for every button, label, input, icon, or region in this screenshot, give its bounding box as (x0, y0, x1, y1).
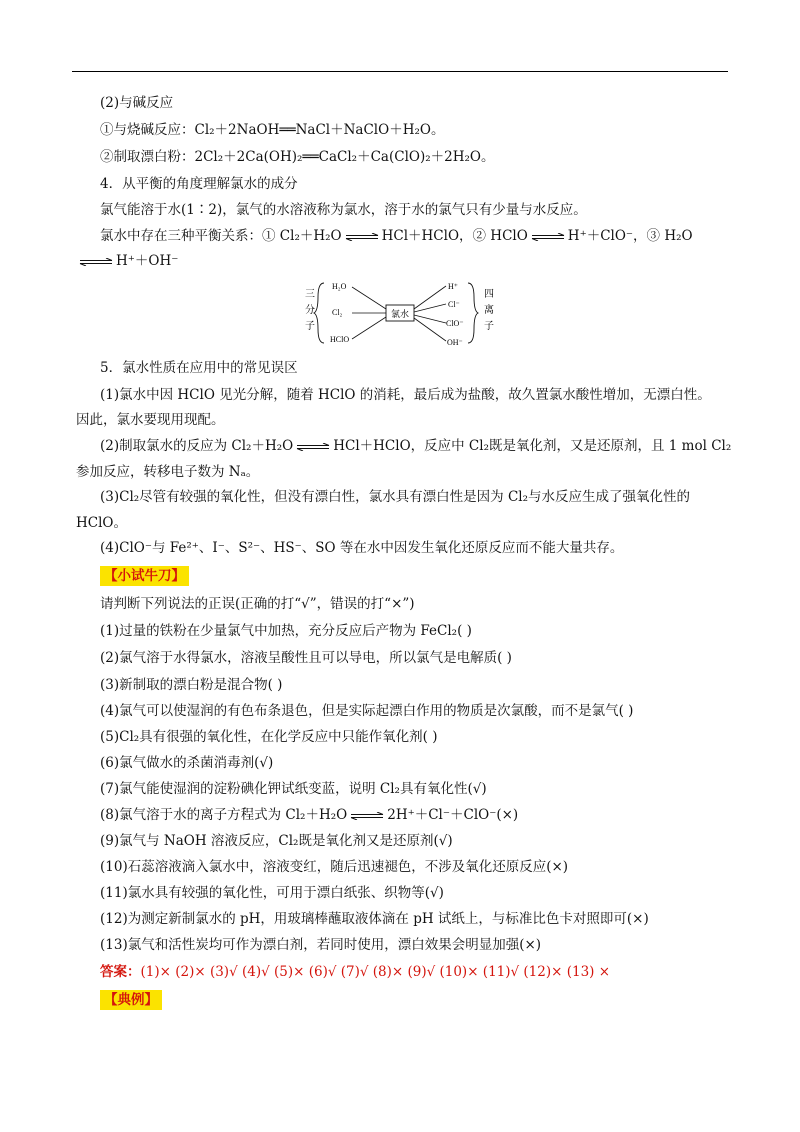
equilibrium-arrow-icon (345, 233, 379, 241)
text-line: 参加反应，转移电子数为 Nₐ。 (76, 464, 260, 480)
text-line: ①与烧碱反应：Cl₂＋2NaOH══NaCl＋NaClO＋H₂O。 (100, 122, 445, 138)
quiz-item: (11)氯水具有较强的氧化性，可用于漂白纸张、织物等(√) (100, 885, 444, 901)
text-segment: H⁺＋OH⁻ (116, 253, 179, 269)
section-heading: 5．氯水性质在应用中的常见误区 (100, 360, 298, 376)
quiz-intro: 请判断下列说法的正误(正确的打“√”，错误的打“×”) (100, 596, 415, 612)
quiz-item: (12)为测定新制氯水的 pH，用玻璃棒蘸取液体滴在 pH 试纸上，与标准比色卡对照即可(×) (100, 911, 649, 927)
quiz-item: (10)石蕊溶液滴入氯水中，溶液变红，随后迅速褪色，不涉及氧化还原反应(×) (100, 859, 569, 875)
ion-label: OH⁻ (447, 338, 463, 347)
ion-label: ClO⁻ (446, 319, 464, 328)
quiz-item: (1)过量的铁粉在少量氯气中加热，充分反应后产物为 FeCl₂( ) (100, 623, 472, 639)
text-segment: H⁺＋ClO⁻，③ H₂O (567, 228, 693, 244)
molecule-label: Cl₂ (332, 308, 343, 317)
diagram-right-label: 离 (484, 305, 494, 316)
equilibrium-arrow-icon (296, 443, 330, 451)
section-heading: 4．从平衡的角度理解氯水的成分 (100, 176, 298, 192)
quiz-item: (6)氯气做水的杀菌消毒剂(√) (100, 755, 274, 771)
text-line: (1)氯水中因 HClO 见光分解，随着 HClO 的消耗，最后成为盐酸，故久置氯水酸性增加，无漂白性。 (100, 387, 711, 403)
text-line: HClO。 (76, 515, 127, 531)
text-line (100, 436, 731, 456)
diagram-right-label: 子 (484, 321, 494, 332)
diagram-left-label: 三 (305, 289, 315, 300)
text-line: (4)ClO⁻与 Fe²⁺、I⁻、S²⁻、HS⁻、SO 等在水中因发生氧化还原反应而不能大量共存。 (100, 540, 624, 556)
quiz-item: (9)氯气与 NaOH 溶液反应，Cl₂既是氧化剂又是还原剂(√) (100, 833, 453, 849)
quiz-tag: 【小试牛刀】 (100, 566, 189, 586)
diagram-right-label: 四 (484, 289, 494, 300)
left-brace (314, 283, 324, 343)
diagram-left-label: 子 (305, 321, 315, 332)
chlorine-water-composition-diagram (300, 277, 500, 349)
text-line: ②制取漂白粉：2Cl₂＋2Ca(OH)₂══CaCl₂＋Ca(ClO)₂＋2H₂O。 (100, 149, 495, 165)
connector (352, 317, 386, 339)
center-label: 氯水 (390, 309, 410, 319)
text-line: (2)与碱反应 (100, 95, 174, 111)
text-line: 因此，氯水要现用现配。 (76, 412, 225, 428)
quiz-item: (2)氯气溶于水得氯水，溶液呈酸性且可以导电，所以氯气是电解质( ) (100, 650, 512, 666)
quiz-item: (13)氯气和活性炭均可作为漂白剂，若同时使用，漂白效果会明显加强(×) (100, 937, 542, 953)
equilibrium-arrow-icon (531, 233, 565, 241)
example-tag: 【典例】 (100, 990, 162, 1010)
quiz-item: (4)氯气可以使湿润的有色布条退色，但是实际起漂白作用的物质是次氯酸，而不是氯气( ) (100, 703, 634, 719)
answer-text: (1)× (2)× (3)√ (4)√ (5)× (6)√ (7)√ (8)× (9)√ (10)× (11)√ (12)× (13) × (140, 964, 611, 980)
equilibrium-line (100, 226, 693, 246)
quiz-item: (7)氯气能使湿润的淀粉碘化钾试纸变蓝，说明 Cl₂具有氧化性(√) (100, 781, 487, 797)
molecule-label: H₂O (332, 282, 347, 291)
ion-label: Cl⁻ (448, 300, 460, 309)
text-segment: HCl＋HClO，反应中 Cl₂既是氧化剂，又是还原剂，且 1 mol Cl₂ (333, 438, 732, 454)
text-segment: (2)制取氯水的反应为 Cl₂＋H₂O (100, 438, 294, 454)
diagram-left-label: 分 (305, 305, 315, 316)
equilibrium-line-cont (76, 251, 178, 271)
answer-label: 答案： (100, 964, 141, 980)
answer-line (100, 962, 610, 982)
connector (352, 287, 386, 309)
quiz-item: (3)新制取的漂白粉是混合物( ) (100, 677, 283, 693)
right-brace (468, 283, 478, 343)
quiz-item: (5)Cl₂具有很强的氧化性，在化学反应中只能作氧化剂( ) (100, 729, 438, 745)
text-segment: 氯水中存在三种平衡关系：① Cl₂＋H₂O (100, 228, 342, 244)
equilibrium-arrow-icon (350, 812, 384, 820)
text-segment: HCl＋HClO，② HClO (381, 228, 528, 244)
molecule-label: HClO (330, 335, 350, 344)
header-rule (72, 71, 728, 72)
quiz-item (100, 805, 518, 825)
text-segment: (8)氯气溶于水的离子方程式为 Cl₂＋H₂O (100, 807, 348, 823)
ion-label: H⁺ (448, 282, 458, 291)
text-line: (3)Cl₂尽管有较强的氧化性，但没有漂白性，氯水具有漂白性是因为 Cl₂与水反应生成了强氧化性的 (100, 489, 691, 505)
text-line: 氯气能溶于水(1∶2)，氯气的水溶液称为氯水，溶于水的氯气只有少量与水反应。 (100, 202, 587, 218)
equilibrium-arrow-icon (79, 258, 113, 266)
text-segment: 2H⁺＋Cl⁻＋ClO⁻(×) (387, 807, 519, 823)
